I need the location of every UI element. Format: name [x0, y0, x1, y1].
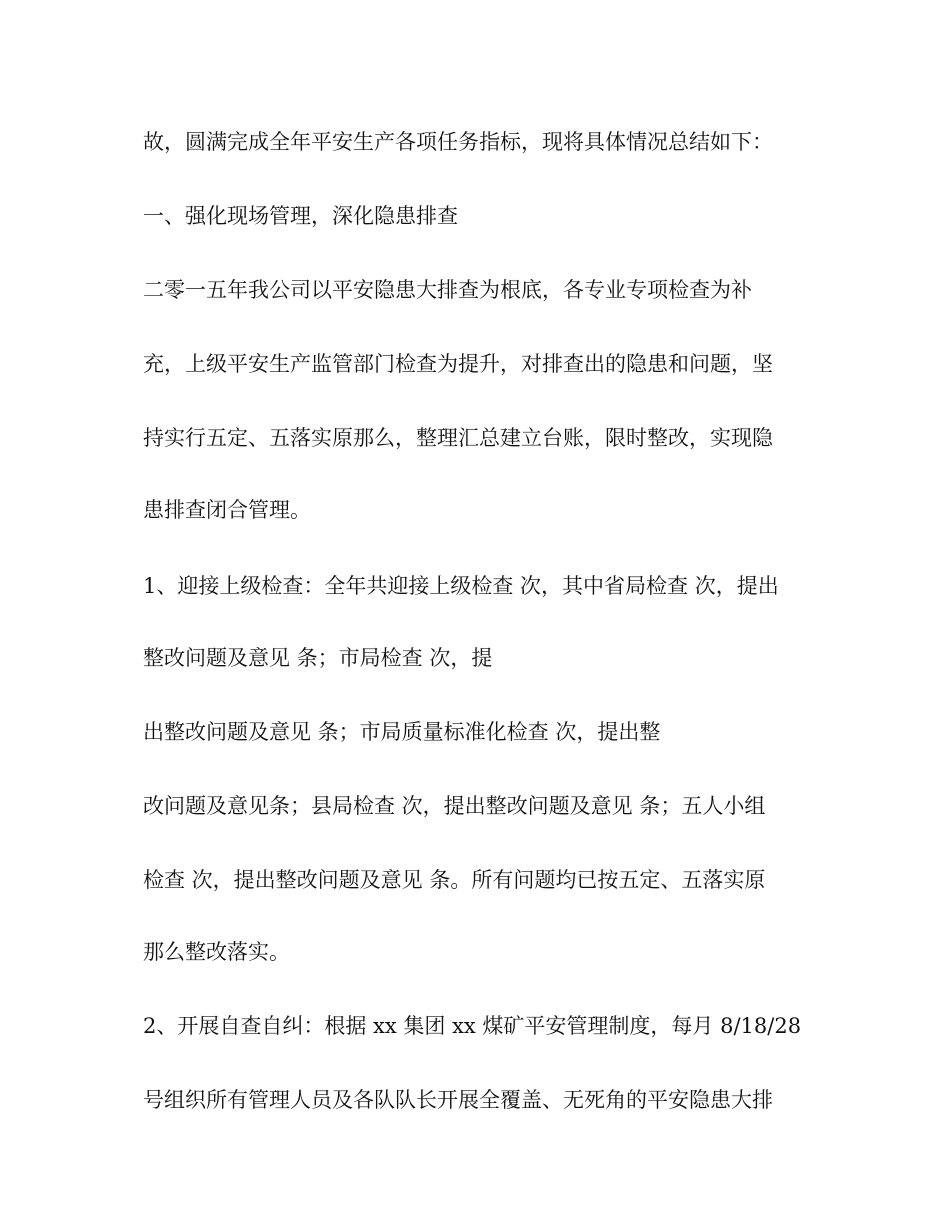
paragraph-line-1: 故，圆满完成全年平安生产各项任务指标，现将具体情况总结如下：	[143, 130, 773, 154]
paragraph-line-8: 出整改问题及意见 条；市局质量标准化检查 次，提出整	[143, 720, 661, 744]
paragraph-line-13: 号组织所有管理人员及各队队长开展全覆盖、无死角的平安隐患大排	[143, 1088, 773, 1112]
paragraph-line-7: 整改问题及意见 条；市局检查 次，提	[143, 646, 493, 670]
paragraph-line-2: 二零一五年我公司以平安隐患大排查为根底，各专业专项检查为补	[143, 278, 752, 302]
section-heading-1: 一、强化现场管理，深化隐患排查	[143, 204, 458, 228]
paragraph-line-5: 患排查闭合管理。	[143, 498, 311, 522]
paragraph-line-12: 2、开展自查自纠：根据 xx 集团 xx 煤矿平安管理制度，每月 8/18/28	[143, 1014, 802, 1038]
paragraph-line-3: 充，上级平安生产监管部门检查为提升，对排查出的隐患和问题，坚	[143, 352, 773, 376]
paragraph-line-10: 检查 次，提出整改问题及意见 条。所有问题均已按五定、五落实原	[143, 868, 766, 892]
paragraph-line-11: 那么整改落实。	[143, 940, 290, 964]
paragraph-line-9: 改问题及意见条；县局检查 次，提出整改问题及意见 条；五人小组	[143, 794, 766, 818]
paragraph-line-4: 持实行五定、五落实原那么，整理汇总建立台账，限时整改，实现隐	[143, 426, 773, 450]
paragraph-line-6: 1、迎接上级检查：全年共迎接上级检查 次，其中省局检查 次，提出	[143, 574, 779, 598]
